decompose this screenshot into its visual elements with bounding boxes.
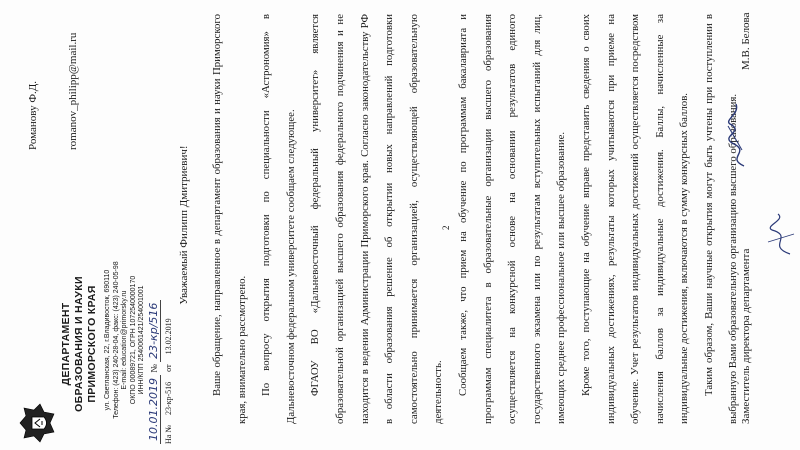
registration-number: 23-кр/516 [147,300,161,362]
body-paragraph: По вопросу открытия подготовки по специальности «Астрономия» в Дальневосточном федеральном университете сообщаем следующее. [260,14,297,424]
address-line: E-mail: education@primorsky.ru [121,290,128,390]
signature-mark-icon [760,210,800,260]
reference-line [164,234,173,444]
signature-scrawl-icon [722,100,752,170]
reference-number: 23-кр-516 [164,381,173,416]
body-paragraph: ФГАОУ ВО «Дальневосточный федеральный университет» является образовательной организацией высшего образования федерального подчинения и не находится в ведении Администрации Приморского края. Согласно законодательству РФ в области образования решение об открытии новых направлений подготовки самостоятельно принимается организацией, осуществляющей образовательную деятельность. [309,14,445,424]
letter-body [205,14,746,424]
body-paragraph: Таким образом, Ваши научные открытия могут быть учтены при поступлении в выбранную Вами образовательную организацию высшего образования. [702,14,740,424]
signatory-title: Заместитель директора департамента [740,248,752,424]
body-paragraph: Кроме того, поступающие на обучение вправе представить сведения о своих индивидуальных достижениях, результаты которых учитываются при приеме на обучение. Учет результатов индивидуальных достижений осуществляется посредством начисления баллов за индивидуальные достижения. Баллы, начисленные за индивидуальные достижения, включаются в сумму конкурсных баллов. [579,14,691,424]
signatory-name: М.В. Белова [740,12,752,70]
address-line: ОКПО 00089721, ОГРН 1072540000170 [129,275,137,405]
department-name [60,244,99,444]
department-address [104,240,147,440]
reference-date: 13.02.2019 [164,318,173,355]
department-line: ОБРАЗОВАНИЯ И НАУКИ [73,276,85,412]
body-paragraph: Сообщаем также, что прием на обучение по программам бакалавриата и программам специалитета в образовательные организации высшего образования осуществляется на конкурсной основе на основании результатов единого государственного экзамена или по результатам вступительных испытаний для лиц, имеющих среднее профессиональное или высшее образование. [456,14,568,424]
reference-label: На № [164,425,173,444]
registration-prefix: № [149,364,159,373]
address-line: ИНН/КПП 2540061421/254001001 [138,285,145,395]
addressee-email: romanov_philipp@mail.ru [67,32,79,150]
department-line: ПРИМОРСКОГО КРАЯ [86,285,98,403]
registration-line [147,234,160,444]
salutation: Уважаемый Филипп Дмитриевич! [178,145,190,305]
addressee-name: Романову Ф.Д. [27,80,39,150]
reference-from: от [164,364,173,372]
page-number: 2 [441,225,451,230]
address-line: Телефон: (423) 240-28-04, факс: (423) 240-05-98 [112,261,120,419]
department-line: ДЕПАРТАМЕНТ [60,302,72,386]
registration-date: 10.01.2019 [147,375,161,444]
body-paragraph: Ваше обращение, направленное в департамент образования и науки Приморского края, внимательно рассмотрено. [211,14,248,424]
coat-of-arms-icon [18,402,58,444]
addressee-block [26,0,80,150]
address-line: ул. Светланская, 22, г.Владивосток, 690110 [104,269,111,411]
